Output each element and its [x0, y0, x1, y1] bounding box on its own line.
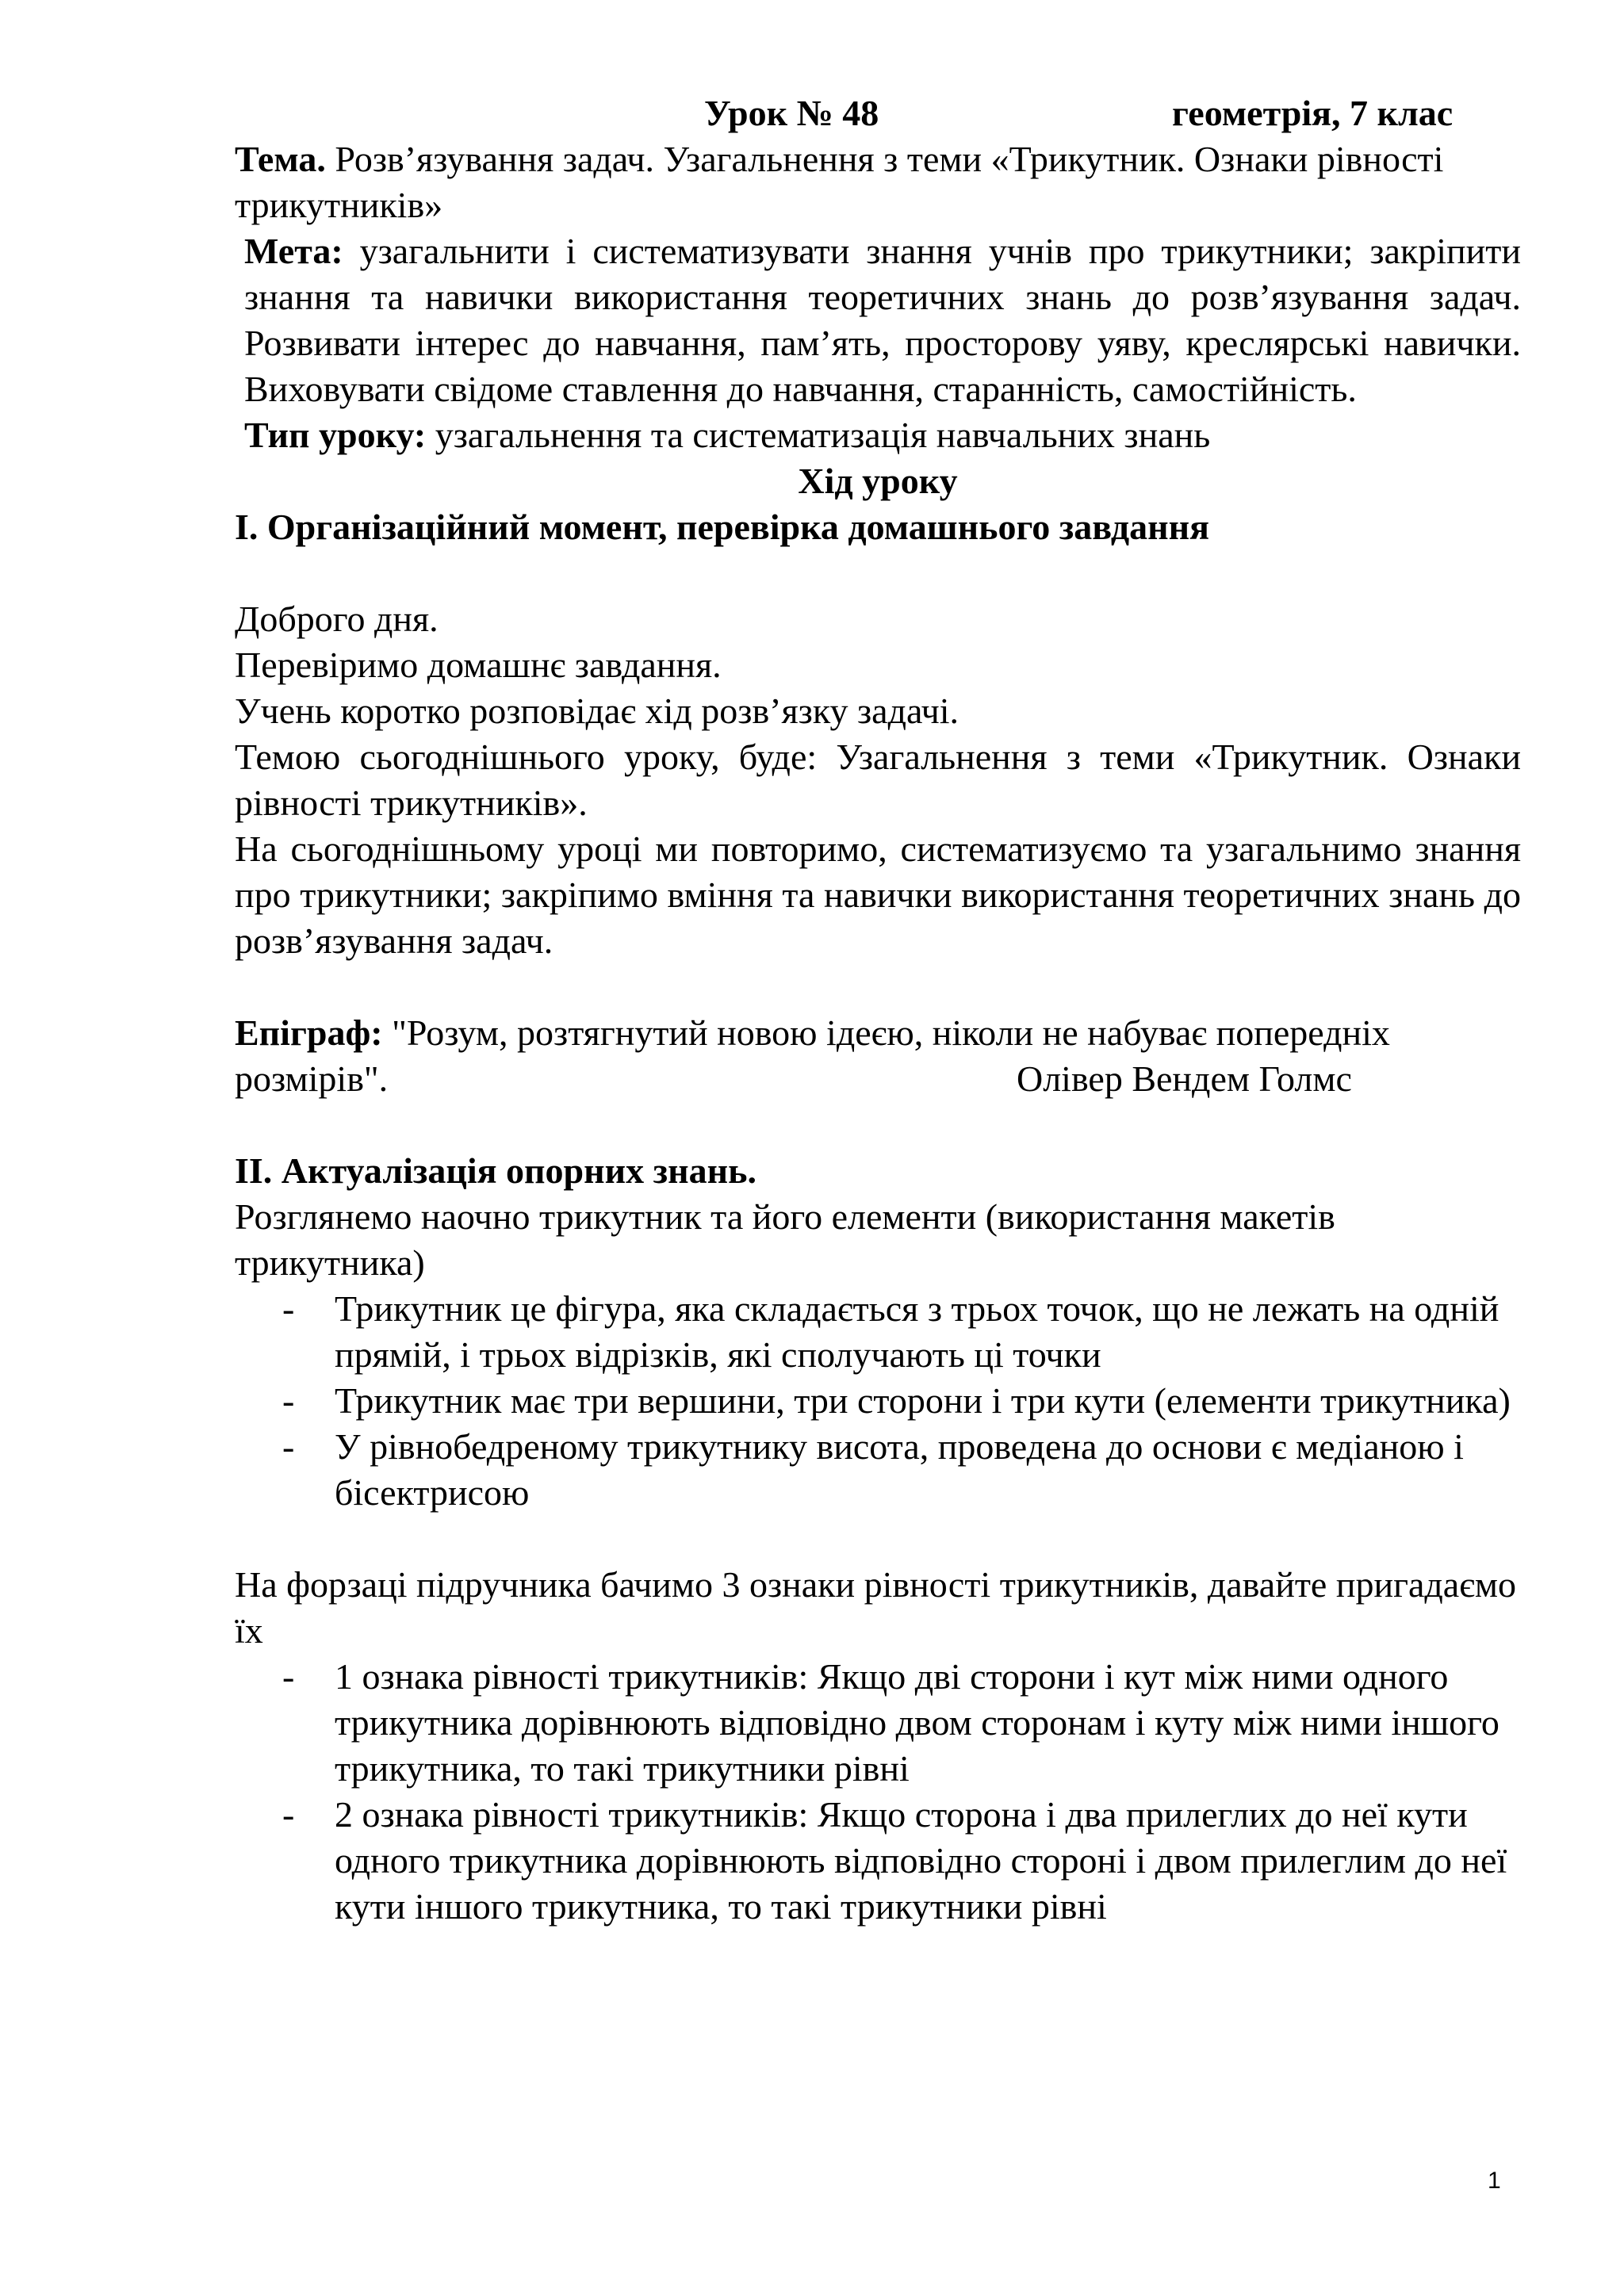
epigraph-quote-end: розмірів".: [235, 1058, 389, 1099]
section-2-intro: Розглянемо наочно трикутник та його елементи (використання макетів трикутника): [235, 1196, 1335, 1283]
list-dash: -: [282, 1288, 295, 1329]
homework-check: Перевіримо домашнє завдання.: [235, 645, 722, 685]
list-item-text: 2 ознака рівності трикутників: Якщо сторона і два прилеглих до неї кути одного трикутника дорівнюють відповідно стороні і двом прилеглим до неї кути іншого трикутника, то такі трикутники рівні: [335, 1794, 1507, 1927]
course-heading: Хід уроку: [798, 461, 958, 501]
spacer: [235, 550, 1521, 596]
list-item-text: Трикутник має три вершини, три сторони і три кути (елементи трикутника): [335, 1380, 1511, 1421]
page-content: [235, 90, 1521, 1930]
spacer: [235, 1516, 1521, 1562]
list-item: [235, 1286, 1521, 1378]
list-item-text: У рівнобедреному трикутнику висота, проведена до основи є медіаною і бісектрисою: [335, 1426, 1464, 1513]
lesson-type-label: Тип уроку:: [244, 415, 427, 455]
list-item-text: Трикутник це фігура, яка складається з трьох точок, що не лежать на одній прямій, і трьох відрізків, які сполучають ці точки: [335, 1288, 1500, 1375]
list-dash: -: [282, 1380, 295, 1421]
section-1-heading: І. Організаційний момент, перевірка домашнього завдання: [235, 507, 1210, 547]
student-explains: Учень коротко розповідає хід розв’язку задачі.: [235, 691, 959, 731]
triangle-facts-list: [235, 1286, 1521, 1516]
epigraph-line-2: [235, 1056, 1521, 1102]
lesson-header: [235, 90, 1521, 136]
topic-paragraph: [235, 136, 1521, 228]
lesson-number: Урок № 48: [704, 93, 879, 133]
list-dash: -: [282, 1426, 295, 1467]
subject-grade: геометрія, 7 клас: [1172, 93, 1454, 133]
list-item: [235, 1378, 1521, 1424]
congruence-criteria-list: [235, 1654, 1521, 1930]
list-dash: -: [282, 1794, 295, 1835]
spacer: [235, 964, 1521, 1010]
list-item: [235, 1654, 1521, 1792]
spacer: [235, 1102, 1521, 1148]
goal-paragraph: [235, 228, 1521, 412]
lesson-type-text: узагальнення та систематизація навчальних знань: [426, 415, 1211, 455]
epigraph-quote-start: "Розум, розтягнутий новою ідеєю, ніколи не набуває попередніх: [382, 1012, 1390, 1053]
goal-label: Мета:: [244, 231, 343, 271]
lesson-plan-paragraph: На сьогоднішньому уроці ми повторимо, систематизуємо та узагальнимо знання про трикутники; закріпимо вміння та навички використання теоретичних знань до розв’язування задач.: [235, 828, 1521, 961]
epigraph: [235, 1010, 1521, 1102]
epigraph-label: Епіграф:: [235, 1012, 383, 1053]
list-item: [235, 1424, 1521, 1516]
list-item-text: 1 ознака рівності трикутників: Якщо дві сторони і кут між ними одного трикутника дорівнюють відповідно двом сторонам і куту між ними іншого трикутника, то такі трикутники рівні: [335, 1656, 1500, 1789]
forzac-intro: На форзаці підручника бачимо 3 ознаки рівності трикутників, давайте пригадаємо їх: [235, 1564, 1517, 1651]
topic-label: Тема.: [235, 139, 326, 179]
list-dash: -: [282, 1656, 295, 1697]
lesson-topic-announcement: Темою сьогоднішнього уроку, буде: Узагальнення з теми «Трикутник. Ознаки рівності трикутників».: [235, 737, 1521, 823]
list-item: [235, 1792, 1521, 1930]
epigraph-line-1: [235, 1010, 1521, 1056]
lesson-type-paragraph: [235, 412, 1521, 458]
topic-text: Розв’язування задач. Узагальнення з теми «Трикутник. Ознаки рівності трикутників»: [235, 139, 1444, 225]
page-number: 1: [1488, 2168, 1501, 2194]
greeting: Доброго дня.: [235, 599, 439, 639]
goal-text: узагальнити і систематизувати знання учнів про трикутники; закріпити знання та навички використання теоретичних знань до розв’язування задач. Розвивати інтерес до навчання, пам’ять, просторову уяву, креслярські навички. Виховувати свідоме ставлення до навчання, старанність, самостійність.: [244, 231, 1521, 409]
epigraph-author: Олівер Вендем Голмс: [1017, 1058, 1352, 1099]
section-2-heading: ІІ. Актуалізація опорних знань.: [235, 1150, 756, 1191]
